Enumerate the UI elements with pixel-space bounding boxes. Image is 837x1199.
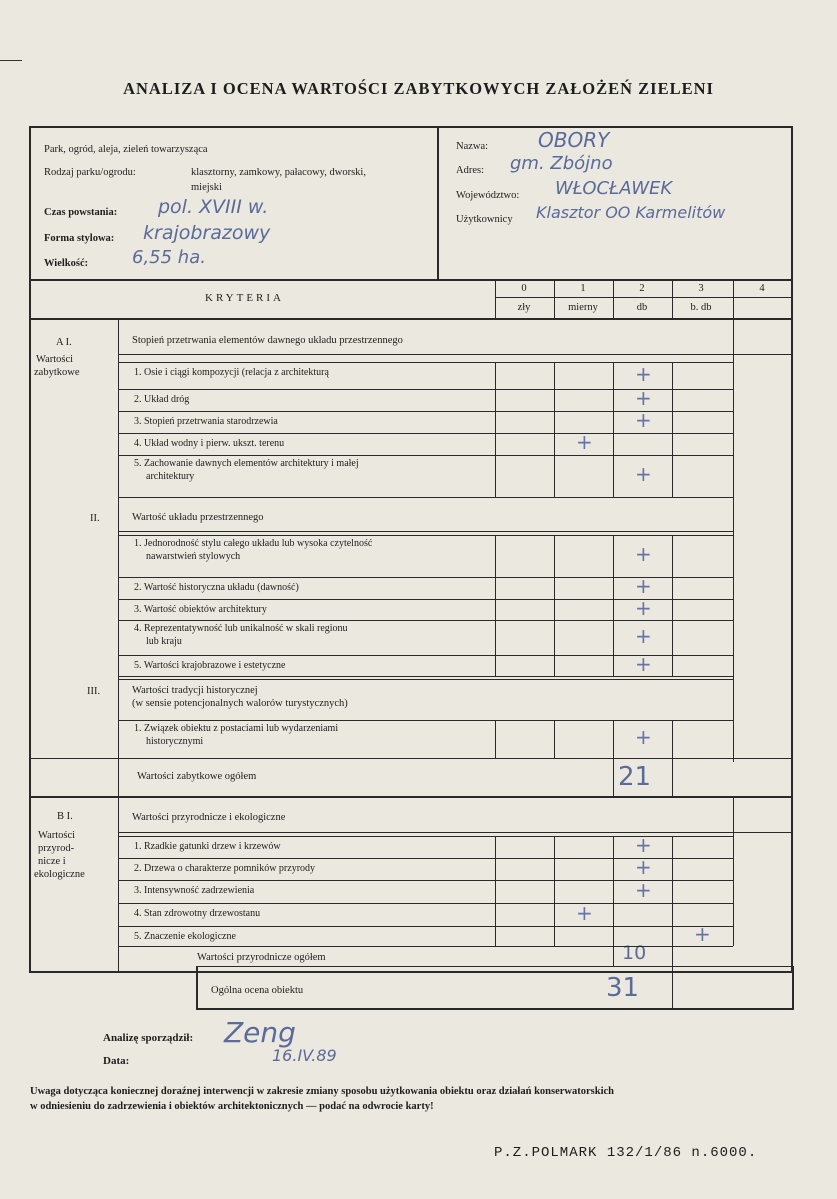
section-b-name-1: Wartości (38, 830, 76, 841)
left-column-line (118, 318, 119, 972)
a-total-split-1 (613, 758, 614, 796)
a2-col-0 (495, 535, 496, 676)
a2-mark-2: + (635, 595, 652, 620)
a3-col-3 (672, 720, 673, 758)
a1-item-text-4: 5. Zachowanie dawnych elementów architektury i małej (134, 458, 359, 469)
section-b-name-2: przyrod- (38, 843, 75, 854)
adres-label: Adres: (456, 165, 484, 176)
scale-divider (495, 297, 793, 298)
a1-mark-2: + (635, 408, 652, 432)
a1-col-2 (613, 362, 614, 497)
a1-item-text2-4: architektury (146, 471, 195, 482)
a2-item-text-4: 5. Wartości krajobrazowe i estetyczne (134, 660, 286, 671)
overall-split (672, 966, 673, 1010)
a3-row-line-0 (118, 720, 733, 721)
section-a-group-3b: (w sensie potencjonalnych walorów turystycznych) (132, 698, 348, 709)
overall-value: 31 (606, 973, 640, 1003)
b1-row-line-4 (118, 926, 733, 927)
a2-col-2 (613, 535, 614, 676)
a2-item-text2-0: nawarstwień stylowych (146, 551, 241, 562)
section-a-group-1: Stopień przetrwania elementów dawnego układu przestrzennego (132, 335, 403, 346)
corner-mark (0, 60, 22, 73)
uzytkownicy-value: Klasztor OO Karmelitów (536, 203, 726, 222)
section-b-total-value: 10 (622, 942, 647, 964)
wielkosc-value: 6,55 ha. (132, 247, 206, 268)
b1-mark-2: + (635, 877, 652, 902)
a3-col-1 (554, 720, 555, 758)
data-label: Data: (103, 1055, 130, 1067)
uzytkownicy-label: Użytkownicy (456, 214, 513, 225)
a1-mark-0: + (635, 361, 652, 386)
kryteria-bottom (29, 318, 793, 320)
a2-item-text2-3: lub kraju (146, 636, 182, 647)
overall-label: Ogólna ocena obiektu (211, 985, 304, 996)
b1-col-2 (613, 836, 614, 946)
b-total-bottom (196, 966, 793, 967)
a3-item-text2-0: historycznymi (146, 736, 204, 747)
section-a-total-value: 21 (618, 762, 652, 792)
a3-item-text-0: 1. Związek obiektu z postaciami lub wydarzeniami (134, 723, 339, 734)
b1-row-line-end (118, 946, 733, 947)
section-b-total-label: Wartości przyrodnicze ogółem (197, 952, 326, 963)
col-line-3-head (672, 279, 673, 319)
nazwa-label: Nazwa: (456, 141, 489, 152)
col-line-0-head (495, 279, 496, 319)
a1-mark-4: + (635, 462, 652, 486)
a1-item-text-0: 1. Osie i ciągi kompozycji (relacja z architekturą (134, 367, 329, 378)
printer-imprint: P.Z.POLMARK 132/1/86 n.6000. (494, 1145, 758, 1161)
a2-mark-3: + (635, 623, 652, 648)
col-line-1-head (554, 279, 555, 319)
a-total-split-2 (672, 758, 673, 796)
b1-item-text-3: 4. Stan zdrowotny drzewostanu (134, 908, 261, 919)
czas-value: pol. XVIII w. (158, 196, 269, 218)
analiza-value: Zeng (224, 1016, 296, 1049)
note-line-2: w odniesieniu do zadrzewienia i obiektów architektonicznych — podać na odwrocie karty! (30, 1101, 434, 1112)
a2-row-line-3 (118, 620, 733, 621)
section-b-letter: B I. (57, 811, 73, 822)
analiza-label: Analizę sporządził: (103, 1032, 194, 1044)
forma-value: krajobrazowy (143, 222, 271, 244)
col-line-2-head (613, 279, 614, 319)
a1-row-line-3 (118, 433, 733, 434)
b1-mark-0: + (635, 833, 652, 857)
section-a-letter: A I. (56, 337, 72, 348)
a1-col-1 (554, 362, 555, 497)
col-line-4-head (733, 279, 734, 319)
data-value: 16.IV.89 (272, 1046, 337, 1065)
b1-col-0 (495, 836, 496, 946)
a2-mark-0: + (635, 542, 652, 566)
section-a-roman-2: II. (90, 513, 100, 524)
a2-row-line-end (118, 676, 733, 677)
a3-mark-0: + (635, 725, 652, 749)
b1-item-text-1: 2. Drzewa o charakterze pomników przyrody (134, 863, 316, 874)
park-types: Park, ogród, aleja, zieleń towarzysząca (44, 144, 208, 155)
section-b-name-4: ekologiczne (34, 869, 85, 880)
a-b-divider (29, 796, 793, 798)
b1-col-1 (554, 836, 555, 946)
scale-label-1: mierny (568, 302, 598, 313)
a2-group-header-line (118, 531, 733, 532)
section-a-group-2: Wartość układu przestrzennego (132, 512, 264, 523)
a1-group-header-line (118, 354, 793, 355)
rodzaj-label: Rodzaj parku/ogrodu: (44, 167, 136, 178)
b1-item-text-2: 3. Intensywność zadrzewienia (134, 885, 255, 896)
rodzaj-options-2: miejski (191, 182, 222, 193)
a2-col-3 (672, 535, 673, 676)
b1-mark-1: + (635, 855, 652, 879)
scale-num-1: 1 (580, 283, 586, 294)
wielkosc-label: Wielkość: (44, 258, 89, 269)
a2-row-line-0 (118, 535, 733, 536)
a1-row-line-4 (118, 455, 733, 456)
a2-item-text-0: 1. Jednorodność stylu całego układu lub wysoka czytelność (134, 538, 373, 549)
section-a-name-2: zabytkowe (34, 367, 80, 378)
note-line-1: Uwaga dotycząca koniecznej doraźnej interwencji w zakresie zmiany sposobu użytkowania obiektu oraz działań konserwatorskich (30, 1086, 614, 1097)
a1-mark-1: + (635, 386, 652, 410)
section-a-name-1: Wartości (36, 354, 74, 365)
a1-item-text-2: 3. Stopień przetrwania starodrzewia (134, 416, 278, 427)
b1-mark-3: + (576, 900, 593, 925)
nazwa-value: OBORY (538, 128, 610, 152)
a1-mark-3: + (576, 430, 593, 454)
a3-col-0 (495, 720, 496, 758)
adres-value: gm. Zbójno (510, 153, 613, 174)
b1-row-line-3 (118, 903, 733, 904)
scale-label-2: db (636, 302, 648, 313)
a-total-top (29, 758, 793, 759)
b-total-split-1 (613, 946, 614, 966)
wojewodztwo-value: WŁOCŁAWEK (555, 178, 673, 199)
a2-item-text-3: 4. Reprezentatywność lub unikalność w skali regionu (134, 623, 348, 634)
scale-num-3: 3 (698, 283, 704, 294)
scale-num-2: 2 (639, 283, 645, 294)
a2-mark-4: + (635, 651, 652, 676)
b1-col-3 (672, 836, 673, 946)
section-b-name-3: nicze i (38, 856, 66, 867)
scale-label-3: b. db (690, 302, 712, 313)
a1-col-3 (672, 362, 673, 497)
section-b-group-1: Wartości przyrodnicze i ekologiczne (132, 812, 286, 823)
b1-item-text-0: 1. Rzadkie gatunki drzew i krzewów (134, 841, 281, 852)
a2-item-text-2: 3. Wartość obiektów architektury (134, 604, 267, 615)
a2-item-text-1: 2. Wartość historyczna układu (dawność) (134, 582, 299, 593)
header-split (437, 126, 439, 280)
rodzaj-options-1: klasztorny, zamkowy, pałacowy, dworski, (191, 167, 366, 178)
a3-col-2 (613, 720, 614, 758)
forma-label: Forma stylowa: (44, 233, 115, 244)
header-divider (29, 279, 793, 281)
b-col-4 (733, 796, 734, 946)
a1-item-text-3: 4. Układ wodny i pierw. ukszt. terenu (134, 438, 285, 449)
a1-col-0 (495, 362, 496, 497)
scale-num-0: 0 (521, 283, 527, 294)
section-a-total-label: Wartości zabytkowe ogółem (137, 771, 257, 782)
col-line-4-body (733, 318, 734, 762)
scale-label-0: zły (517, 302, 531, 313)
b-total-split-2 (672, 946, 673, 966)
section-a-group-3: Wartości tradycji historycznej (132, 685, 258, 696)
b1-item-text-4: 5. Znaczenie ekologiczne (134, 931, 236, 942)
wojewodztwo-label: Województwo: (456, 190, 520, 201)
a1-item-text-1: 2. Układ dróg (134, 394, 190, 405)
b1-mark-4: + (694, 922, 711, 946)
a2-col-1 (554, 535, 555, 676)
form-title: ANALIZA I OCENA WARTOŚCI ZABYTKOWYCH ZAŁOŻEŃ ZIELENI (123, 79, 714, 98)
b-group-header-line (118, 832, 793, 833)
a2-mark-1: + (635, 574, 652, 598)
a1-row-line-end (118, 497, 733, 498)
kryteria-label: KRYTERIA (205, 292, 284, 304)
a3-group-header-line (118, 679, 733, 680)
section-a-roman-3: III. (87, 686, 101, 697)
scale-num-4: 4 (759, 283, 765, 294)
czas-label: Czas powstania: (44, 207, 118, 218)
